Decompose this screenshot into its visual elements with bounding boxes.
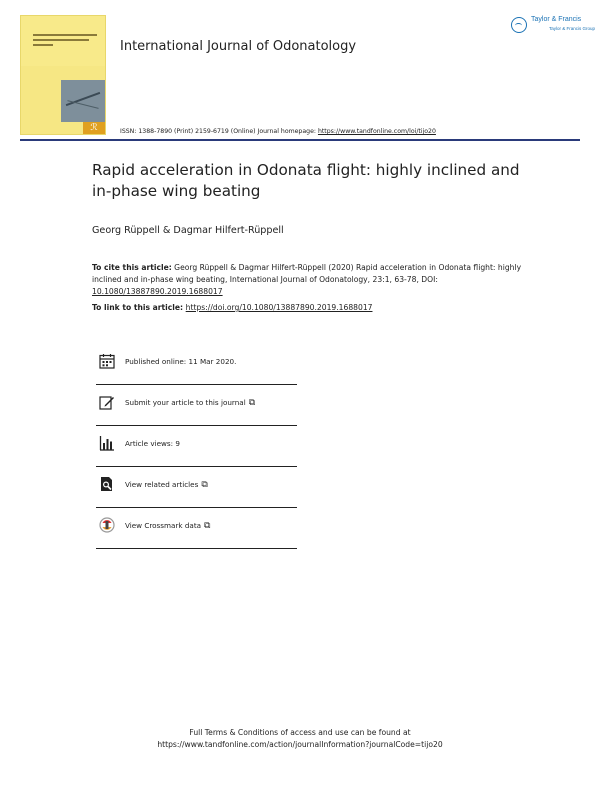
journal-cover-image[interactable]: [20, 15, 106, 135]
edit-icon: [99, 394, 115, 410]
article-doi-link[interactable]: https://doi.org/10.1080/13887890.2019.1688017: [185, 303, 373, 312]
crossmark-row[interactable]: [96, 508, 297, 549]
article-link-label: To link to this article:: [92, 303, 186, 312]
citation-block: [92, 262, 522, 298]
cover-badge: ℛ: [83, 122, 105, 134]
article-link-line: [92, 303, 372, 312]
external-link-icon: ⧉: [248, 398, 256, 408]
cover-dragonfly-photo: [61, 80, 105, 122]
issn-line: [120, 128, 436, 135]
submit-article-label: Submit your article to this journal: [125, 398, 246, 407]
journal-title: International Journal of Odonatology: [120, 39, 357, 54]
footer-terms: [0, 727, 600, 751]
header-divider: [20, 139, 580, 141]
article-views-row: [96, 426, 297, 467]
submit-article-row[interactable]: [96, 385, 297, 426]
published-row: [96, 344, 297, 385]
bar-chart-icon: [99, 435, 115, 451]
publisher-name: Taylor & Francis: [531, 16, 582, 23]
publisher-logo-icon: [511, 17, 527, 33]
publisher-group: Taylor & Francis Group: [549, 26, 596, 31]
related-articles-label: View related articles: [125, 480, 199, 489]
related-articles-row[interactable]: [96, 467, 297, 508]
related-articles-link[interactable]: [125, 480, 208, 490]
crossmark-link[interactable]: [125, 521, 210, 531]
issn-text: ISSN: 1388-7890 (Print) 2159-6719 (Online) Journal homepage:: [120, 128, 318, 135]
external-link-icon: ⧉: [204, 521, 211, 531]
article-authors: Georg Rüppell & Dagmar Hilfert-Rüppell: [92, 225, 284, 236]
citation-label: To cite this article:: [92, 263, 172, 272]
article-title: Rapid acceleration in Odonata flight: highly inclined and in-phase wing beating: [92, 161, 520, 200]
calendar-icon: [99, 353, 115, 369]
document-search-icon: [99, 476, 115, 492]
crossmark-label: View Crossmark data: [125, 521, 202, 530]
published-date: Published online: 11 Mar 2020.: [125, 357, 237, 366]
submit-article-link[interactable]: [125, 398, 255, 408]
publisher-logo[interactable]: [511, 15, 596, 37]
footer-terms-link[interactable]: https://www.tandfonline.com/action/journalInformation?journalCode=tijo20: [157, 740, 443, 749]
citation-text: Georg Rüppell & Dagmar Hilfert-Rüppell (2020) Rapid acceleration in Odonata flight: highly inclined and in-phase wing beating, International Journal of Odonatology, 23:1, 63-78, DOI:: [92, 263, 522, 284]
journal-homepage-link[interactable]: https://www.tandfonline.com/loi/tijo20: [317, 128, 436, 135]
crossmark-icon: [99, 517, 115, 533]
article-info-panel: [96, 344, 297, 549]
cover-title-lines: [33, 34, 97, 49]
citation-doi-link[interactable]: 10.1080/13887890.2019.1688017: [92, 287, 223, 296]
article-views-count: Article views: 9: [125, 439, 180, 448]
external-link-icon: ⧉: [201, 480, 208, 490]
footer-terms-text: Full Terms & Conditions of access and use can be found at: [189, 728, 411, 737]
